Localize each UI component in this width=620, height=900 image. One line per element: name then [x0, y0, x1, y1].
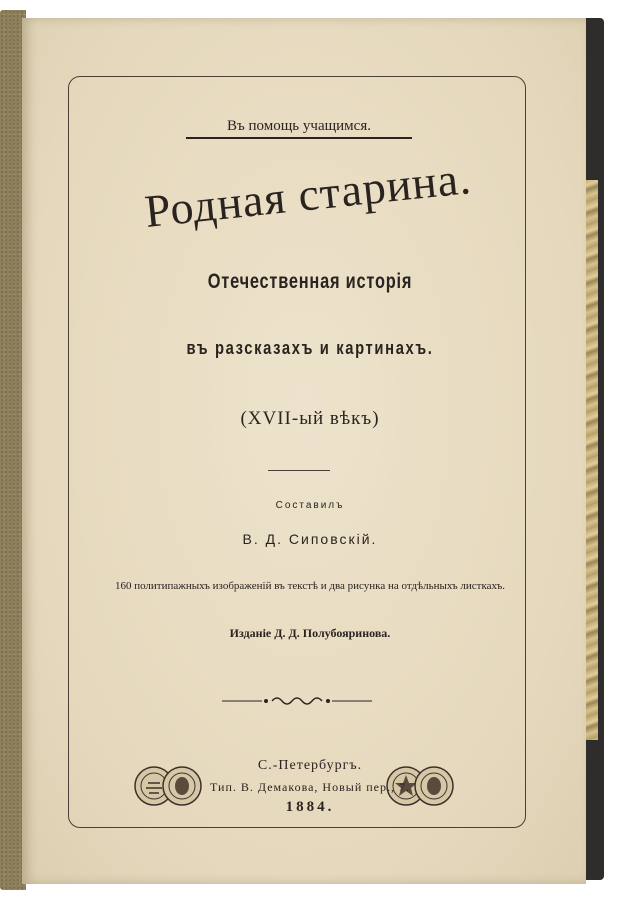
main-title: Родная старина.: [142, 152, 474, 237]
author-name: В. Д. Сиповскій.: [242, 531, 378, 547]
century-label: (XVII-ый вѣкъ): [240, 408, 380, 429]
illustrations-note: 160 политипажныхъ изображеній въ текстѣ и два рисунка на отдѣльныхъ листкахъ.: [114, 580, 506, 592]
divider: [268, 470, 330, 471]
decorative-ornament-icon: [222, 694, 372, 708]
year-line: 1884.: [285, 799, 335, 815]
printer-line: Тип. В. Демакова, Новый пер., 7.: [210, 780, 410, 794]
series-line: Въ помощь учащимся.: [186, 118, 412, 139]
subtitle-second-line: въ разсказахъ и картинахъ.: [186, 338, 434, 358]
compiled-by-label: Составилъ: [275, 500, 345, 511]
city-line: С.-Петербургъ.: [257, 758, 363, 773]
marbled-edge: [584, 180, 598, 740]
publisher-line: Изданіе Д. Д. Полубояринова.: [229, 626, 391, 640]
subtitle: Отечественная исторія: [207, 270, 413, 293]
